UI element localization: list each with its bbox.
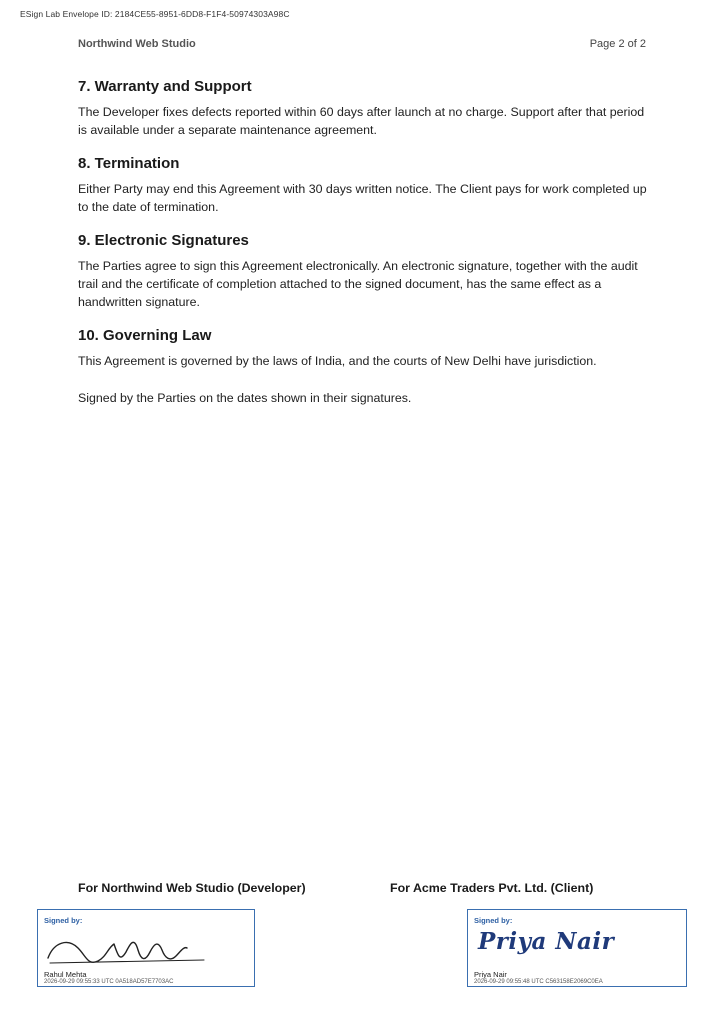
signature-timestamp: 2026-09-29 09:55:48 UTC C563158E2069C0EA: [474, 979, 603, 985]
developer-party-label: For Northwind Web Studio (Developer): [78, 881, 306, 895]
section-electronic-signatures: [78, 232, 650, 312]
envelope-id: ESign Lab Envelope ID: 2184CE55-8951-6DD8-F1F4-50974303A98C: [20, 9, 290, 19]
section-text: This Agreement is governed by the laws of India, and the courts of New Delhi have jurisdiction.: [78, 353, 597, 368]
section-text: The Parties agree to sign this Agreement electronically. An electronic signature, together with the audit trail and the certificate of completion attached to the signed document, has the same effect as a handwritten signature.: [78, 258, 638, 310]
section-title: 10. Governing Law: [78, 326, 212, 344]
closing-statement: Signed by the Parties on the dates shown in their signatures.: [78, 391, 412, 406]
client-party-label: For Acme Traders Pvt. Ltd. (Client): [390, 881, 594, 895]
typed-script-signature: Priya Nair: [478, 928, 615, 955]
signer-name: Priya Nair: [474, 970, 507, 979]
signature-timestamp: 2026-09-29 09:55:33 UTC 0A518AD57E7703AC: [44, 979, 174, 985]
section-text: The Developer fixes defects reported within 60 days after launch at no charge. Support after that period is available under a separate maintenance agreement.: [78, 105, 645, 138]
agreement-body: [78, 78, 650, 420]
section-governing-law: [78, 327, 650, 370]
client-signature-box[interactable]: [467, 909, 687, 987]
header-company-name: Northwind Web Studio: [78, 38, 196, 50]
section-title: 9. Electronic Signatures: [78, 231, 249, 249]
handwritten-signature-icon: [44, 928, 209, 970]
section-title: 8. Termination: [78, 154, 180, 172]
section-title: 7. Warranty and Support: [78, 78, 252, 95]
section-termination: [78, 155, 650, 217]
signed-by-label: Signed by:: [474, 916, 513, 925]
page-number: Page 2 of 2: [589, 38, 646, 50]
section-warranty: [78, 78, 650, 140]
section-text: Either Party may end this Agreement with 30 days written notice. The Client pays for work completed up to the date of termination.: [78, 181, 647, 215]
signer-name: Rahul Mehta: [44, 970, 87, 979]
signed-by-label: Signed by:: [44, 916, 83, 925]
developer-signature-box[interactable]: [37, 909, 255, 987]
